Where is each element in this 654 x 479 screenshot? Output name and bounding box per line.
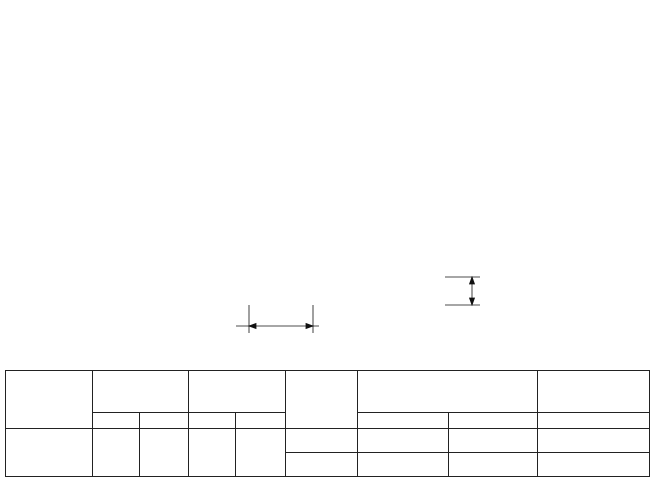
thickness-unit-inch xyxy=(235,413,285,429)
chain-type-header xyxy=(6,371,93,429)
pitch-inch-cell xyxy=(139,429,188,477)
thickness-inch-cell xyxy=(235,429,285,477)
pp-dry-cell xyxy=(358,429,449,453)
pitch-mm-cell xyxy=(92,429,139,477)
pp-wet-cell xyxy=(449,429,538,453)
thickness-mm-cell xyxy=(189,429,235,477)
temperature-header xyxy=(358,371,537,413)
load-header xyxy=(537,371,649,413)
pitch-dimension xyxy=(236,305,319,333)
pom-wet-cell xyxy=(449,453,538,477)
load-unit xyxy=(537,413,649,429)
pitch-unit-inch xyxy=(139,413,188,429)
model-cell xyxy=(6,429,93,477)
thickness-header xyxy=(189,371,286,413)
thickness-unit-mm xyxy=(189,413,235,429)
spec-table xyxy=(5,370,650,477)
pitch-unit-mm xyxy=(92,413,139,429)
height-dimension xyxy=(445,277,480,305)
temp-dry-header xyxy=(358,413,449,429)
temp-wet-header xyxy=(449,413,538,429)
pom-load-cell xyxy=(537,453,649,477)
pom-dry-cell xyxy=(358,453,449,477)
material-pom-cell xyxy=(286,453,358,477)
material-header xyxy=(286,371,358,429)
pitch-header xyxy=(92,371,189,413)
pp-load-cell xyxy=(537,429,649,453)
material-pp-cell xyxy=(286,429,358,453)
